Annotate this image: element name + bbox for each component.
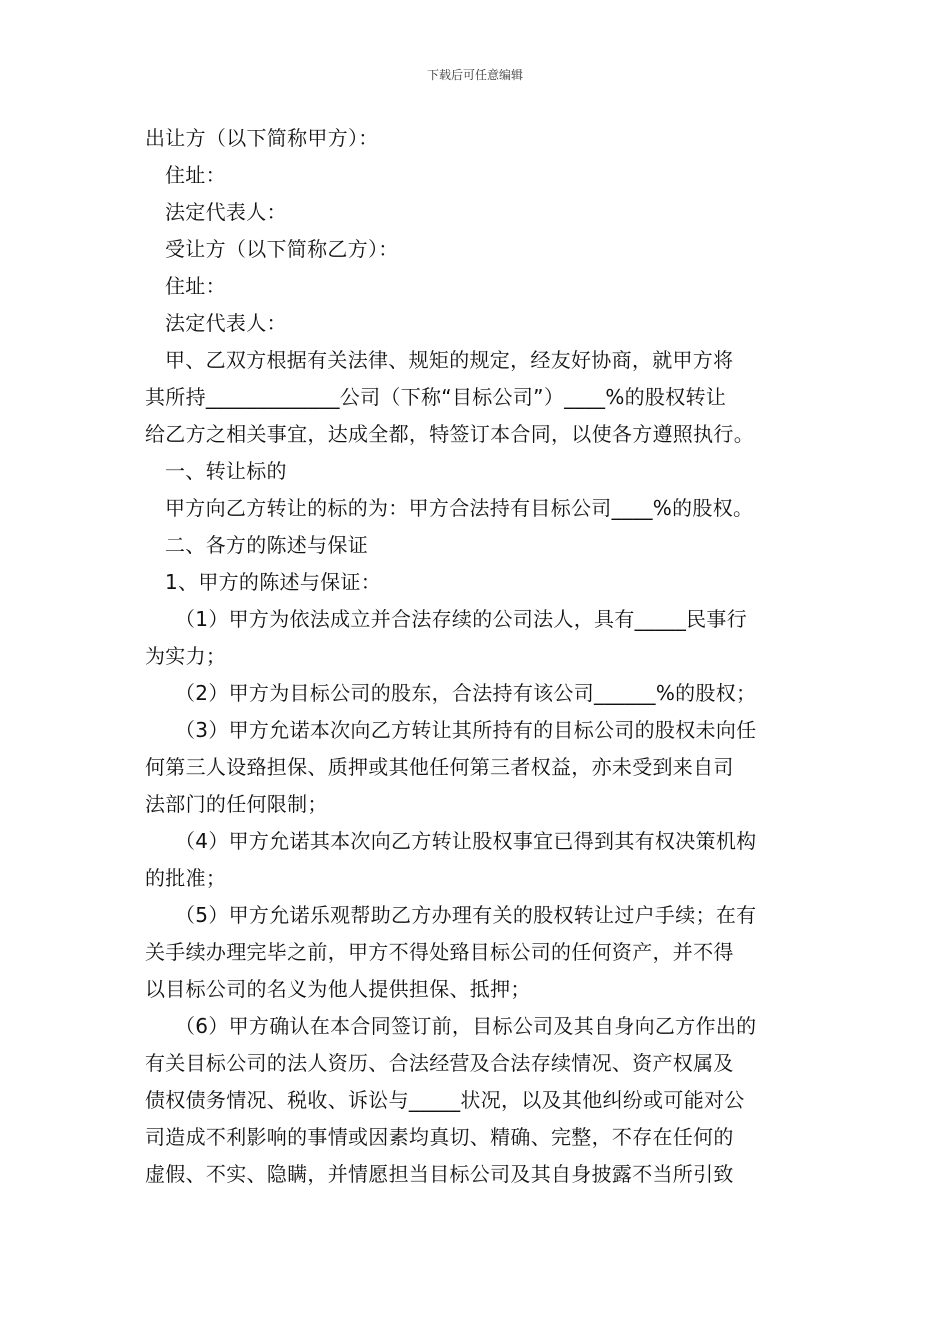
contract-body [145, 120, 810, 1193]
transferee-line: 受让方（以下简称乙方）： [165, 237, 399, 261]
transferor-address: 住址： [165, 163, 226, 187]
clause-1-line-1: （1）甲方为依法成立并合法存续的公司法人，具有_____民事行 [175, 607, 748, 631]
transferee-legal-rep: 法定代表人： [165, 311, 287, 335]
clause-6-line-3: 债权债务情况、税收、诉讼与_____状况，以及其他纠纷或可能对公 [145, 1088, 745, 1112]
clause-1-line-2: 为实力； [145, 644, 227, 668]
transferee-address: 住址： [165, 274, 226, 298]
clause-3-line-2: 何第三人设臵担保、质押或其他任何第三者权益，亦未受到来自司 [145, 755, 734, 779]
clause-4-line-1: （4）甲方允诺其本次向乙方转让股权事宜已得到其有权决策机构 [175, 829, 757, 853]
clause-3-line-1: （3）甲方允诺本次向乙方转让其所持有的目标公司的股权未向任 [175, 718, 757, 742]
clause-6-line-5: 虚假、不实、隐瞒，并情愿担当目标公司及其自身披露不当所引致 [145, 1162, 734, 1186]
clause-6-line-1: （6）甲方确认在本合同签订前，目标公司及其自身向乙方作出的 [175, 1014, 757, 1038]
page-header: 下载后可任意编辑 [426, 68, 523, 82]
subsection-1-heading: 1、甲方的陈述与保证： [165, 570, 382, 594]
transferor-legal-rep: 法定代表人： [165, 200, 287, 224]
section-1-heading: 一、转让标的 [165, 459, 287, 483]
section-1-text: 甲方向乙方转让的标的为：甲方合法持有目标公司____%的股权。 [165, 496, 754, 520]
preamble-line-2: 其所持_____________公司（下称“目标公司”）____%的股权转让 [145, 385, 727, 409]
preamble-line-1: 甲、乙双方根据有关法律、规矩的规定，经友好协商，就甲方将 [165, 348, 734, 372]
transferor-line: 出让方（以下简称甲方）： [145, 126, 379, 150]
clause-5-line-1: （5）甲方允诺乐观帮助乙方办理有关的股权转让过户手续；在有 [175, 903, 757, 927]
clause-5-line-3: 以目标公司的名义为他人提供担保、抵押； [145, 977, 531, 1001]
preamble-line-3: 给乙方之相关事宜，达成全都，特签订本合同，以使各方遵照执行。 [145, 422, 754, 446]
clause-3-line-3: 法部门的任何限制； [145, 792, 328, 816]
clause-5-line-2: 关手续办理完毕之前，甲方不得处臵目标公司的任何资产，并不得 [145, 940, 734, 964]
clause-6-line-4: 司造成不利影响的事情或因素均真切、精确、完整，不存在任何的 [145, 1125, 734, 1149]
clause-6-line-2: 有关目标公司的法人资历、合法经营及合法存续情况、资产权属及 [145, 1051, 734, 1075]
clause-2-line-1: （2）甲方为目标公司的股东，合法持有该公司______%的股权； [175, 681, 757, 705]
clause-4-line-2: 的批准； [145, 866, 227, 890]
section-2-heading: 二、各方的陈述与保证 [165, 533, 368, 557]
